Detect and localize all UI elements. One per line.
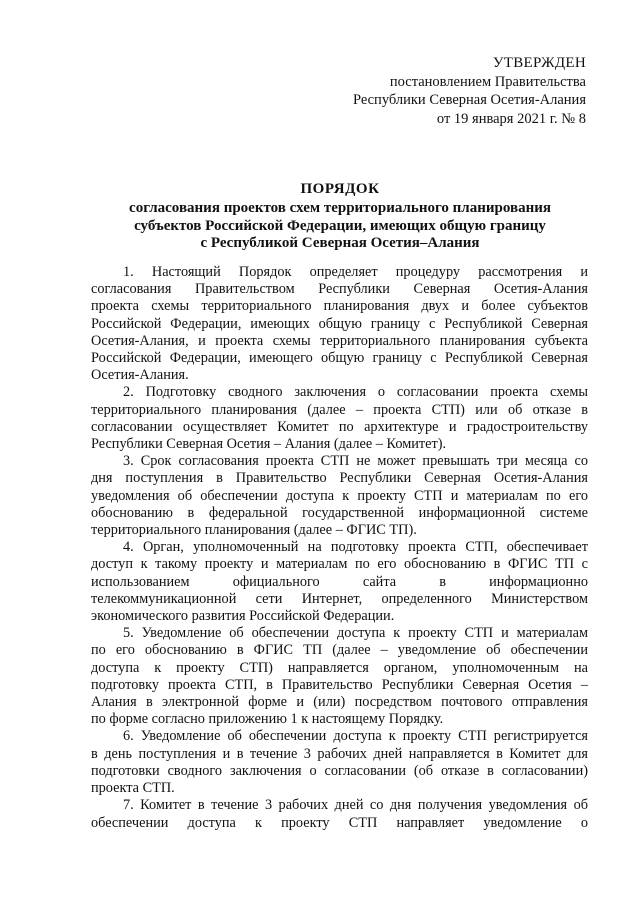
paragraph-7: [91, 797, 588, 831]
paragraph-line: доступ к такому проекту и материалам по его обоснованию в ФГИС ТП с: [91, 556, 588, 573]
paragraph-line: телекоммуникационной сети Интернет, определенного Министерством: [91, 590, 588, 607]
approval-stamp: [336, 54, 586, 128]
paragraph-line: территориального планирования (далее – проекта СТП) или об отказе в: [91, 401, 588, 418]
paragraph-line: обоснованию в федеральной государственной информационной системе: [91, 504, 588, 521]
paragraph-line: 1. Настоящий Порядок определяет процедуру рассмотрения и: [123, 264, 588, 280]
paragraph-line: экономического развития Российской Федерации.: [91, 608, 395, 625]
paragraph-line: 4. Орган, уполномоченный на подготовку проекта СТП, обеспечивает: [123, 539, 588, 556]
paragraph-line: Российской Федерации, имеющих общую границу с Республикой Северная: [91, 315, 588, 332]
paragraph-line: подготовку проекта СТП, в Правительство Республики Северная Осетия –: [91, 676, 588, 693]
paragraph-line: Осетия-Алания.: [91, 367, 189, 384]
paragraph-line: территориального планирования (далее – ФГИС ТП).: [91, 522, 417, 539]
paragraph-line: Республики Северная Осетия – Алания (далее – Комитет).: [91, 436, 447, 453]
approval-head: УТВЕРЖДЕН: [492, 55, 586, 71]
paragraph-line: подготовки сводного заключения о согласовании (об отказе в согласовании): [91, 762, 588, 779]
paragraph-line: Осетия-Алания, и проекта схемы территориального планирования субъекта: [91, 332, 588, 349]
paragraph-line: по форме согласно приложению 1 к настоящему Порядку.: [91, 711, 444, 728]
paragraph-line: согласовании осуществляет Комитет по архитектуре и градостроительству: [91, 418, 588, 435]
paragraph-line: 3. Срок согласования проекта СТП не может превышать три месяца со: [123, 453, 588, 470]
paragraph-line: 5. Уведомление об обеспечении доступа к проекту СТП и материалам: [123, 625, 588, 642]
paragraph-line: проекта СТП.: [91, 780, 175, 797]
paragraph-6: [91, 728, 588, 797]
approval-line-1: постановлением Правительства: [389, 73, 586, 90]
paragraph-line: 7. Комитет в течение 3 рабочих дней со дня получения уведомления об: [123, 797, 588, 814]
document-title: [90, 181, 590, 253]
paragraph-line: Российской Федерации, имеющего общую границу с Республикой Северная: [91, 350, 588, 367]
paragraph-line: в день поступления и в течение 3 рабочих дней направляется в Комитет для: [91, 745, 588, 762]
title-main: ПОРЯДОК: [300, 181, 380, 197]
paragraph-line: дня поступления в Правительство Республики Северная Осетия-Алания: [91, 470, 588, 487]
paragraph-line: по его обоснованию в ФГИС ТП (далее – уведомление об обеспечении: [91, 642, 588, 659]
paragraph-line: Алания в электронной форме и (или) посредством почтового отправления: [91, 694, 588, 711]
paragraph-2: [91, 384, 588, 453]
paragraph-3: [91, 453, 588, 539]
paragraph-line: 2. Подготовку сводного заключения о согласовании проекта схемы: [123, 384, 588, 401]
title-line-1: согласования проектов схем территориального планирования: [129, 199, 551, 216]
paragraph-line: проекта схемы территориального планирования двух и более субъектов: [91, 298, 588, 315]
title-line-3: с Республикой Северная Осетия–Алания: [200, 235, 480, 252]
approval-line-2: Республики Северная Осетия-Алания: [352, 92, 586, 108]
approval-line-3: от 19 января 2021 г. № 8: [436, 110, 586, 127]
title-line-2: субъектов Российской Федерации, имеющих общую границу: [134, 217, 546, 234]
paragraph-line: 6. Уведомление об обеспечении доступа к проекту СТП регистрируется: [123, 728, 588, 745]
paragraph-4: [91, 539, 588, 625]
paragraph-line: обеспечении доступа к проекту СТП направляет уведомление о: [91, 814, 588, 831]
paragraph-line: доступа к проекту СТП) направляется органом, уполномоченным на: [91, 659, 588, 676]
paragraph-line: использованием официального сайта в информационно: [91, 573, 588, 590]
paragraph-line: уведомления об обеспечении доступа к проекту СТП и материалам по его: [91, 487, 588, 504]
document-body: [91, 264, 588, 832]
paragraph-5: [91, 625, 588, 728]
paragraph-1: [91, 264, 588, 384]
paragraph-line: согласования Правительством Республики Северная Осетия-Алания: [91, 281, 588, 298]
